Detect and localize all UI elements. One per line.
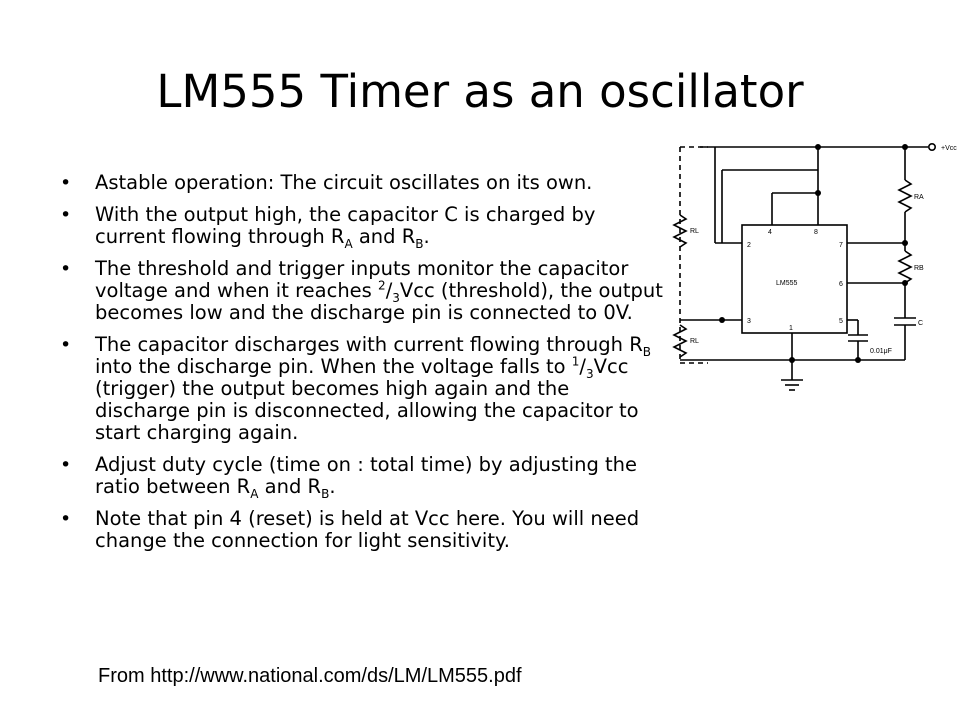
bullet-text: Astable operation: The circuit oscillates on its own. xyxy=(95,171,593,194)
superscript: 1 xyxy=(571,354,580,369)
source-citation: From http://www.national.com/ds/LM/LM555.pdf xyxy=(98,665,522,687)
bullet-item xyxy=(60,203,665,251)
pin-7-label: 7 xyxy=(839,242,843,249)
subscript: 3 xyxy=(392,290,400,305)
subscript: B xyxy=(415,236,424,251)
junction-dot xyxy=(902,280,908,286)
bullet-item xyxy=(60,258,665,324)
bullet-text: . xyxy=(423,225,430,248)
bullet-text: With the output high, the capacitor C is charged by current flowing through R xyxy=(95,203,596,248)
lm555-schematic-diagram xyxy=(650,135,960,400)
subscript: A xyxy=(250,486,259,501)
subscript: B xyxy=(321,486,330,501)
lm555-chip-body xyxy=(742,225,847,333)
bullet-icon: • xyxy=(60,172,72,194)
pin-6-label: 6 xyxy=(839,281,843,288)
pin-1-label: 1 xyxy=(789,325,793,332)
pin-8-label: 8 xyxy=(814,229,818,236)
subscript: A xyxy=(344,236,353,251)
bullet-text: The threshold and trigger inputs monitor the capacitor voltage and when it reaches xyxy=(95,257,629,302)
bullet-text: Vcc (trigger) the output becomes high again and the discharge pin is disconnected, allowing the capacitor to start charging again. xyxy=(95,355,639,444)
ra-label: RA xyxy=(914,194,924,201)
ra-resistor-icon xyxy=(899,180,911,212)
rb-label: RB xyxy=(914,265,924,272)
bullet-item xyxy=(60,508,665,552)
bullet-item xyxy=(60,334,665,444)
bullet-icon: • xyxy=(60,204,72,226)
junction-dot xyxy=(902,240,908,246)
c-label: C xyxy=(918,320,924,327)
bullet-text: and R xyxy=(352,225,416,248)
chip-label: LM555 xyxy=(776,280,798,287)
bullet-text: . xyxy=(329,475,336,498)
junction-dot xyxy=(789,357,795,363)
bullet-text: The capacitor discharges with current flowing through R xyxy=(95,333,643,356)
bullet-icon: • xyxy=(60,334,72,356)
bullet-text: into the discharge pin. When the voltage falls to xyxy=(95,355,572,378)
bullet-item xyxy=(60,172,665,194)
pin-5-label: 5 xyxy=(839,318,843,325)
pin-4-label: 4 xyxy=(768,229,772,236)
bullet-list xyxy=(60,172,665,562)
bullet-text: and R xyxy=(258,475,322,498)
rl-upper-label: RL xyxy=(690,228,699,235)
junction-dot xyxy=(855,357,861,363)
rl-lower-label: RL xyxy=(690,338,699,345)
fraction-slash: / xyxy=(385,279,393,302)
bullet-text: Vcc (threshold), the output becomes low and the discharge pin is connected to 0V. xyxy=(95,279,663,324)
bullet-icon: • xyxy=(60,508,72,530)
rb-resistor-icon xyxy=(899,251,911,283)
subscript: 3 xyxy=(586,366,594,381)
vcc-label: +Vcc xyxy=(941,145,957,152)
slide-title: LM555 Timer as an oscillator xyxy=(156,65,804,118)
vcc-terminal-icon xyxy=(929,144,935,150)
bullet-text: Adjust duty cycle (time on : total time) by adjusting the ratio between R xyxy=(95,453,638,498)
bullet-icon: • xyxy=(60,258,72,280)
fraction-slash: / xyxy=(579,355,586,378)
superscript: 2 xyxy=(378,278,386,293)
bullet-icon: • xyxy=(60,454,72,476)
junction-dot xyxy=(902,144,908,150)
control-cap-label: 0.01μF xyxy=(870,348,892,355)
subscript: B xyxy=(642,344,652,359)
junction-dot xyxy=(815,144,821,150)
pin-2-label: 2 xyxy=(747,242,751,249)
junction-dot xyxy=(815,190,821,196)
bullet-text: Note that pin 4 (reset) is held at Vcc here. You will need change the connection for light sensitivity. xyxy=(95,507,640,552)
junction-dot xyxy=(719,317,725,323)
pin-3-label: 3 xyxy=(747,318,751,325)
bullet-item xyxy=(60,453,665,501)
